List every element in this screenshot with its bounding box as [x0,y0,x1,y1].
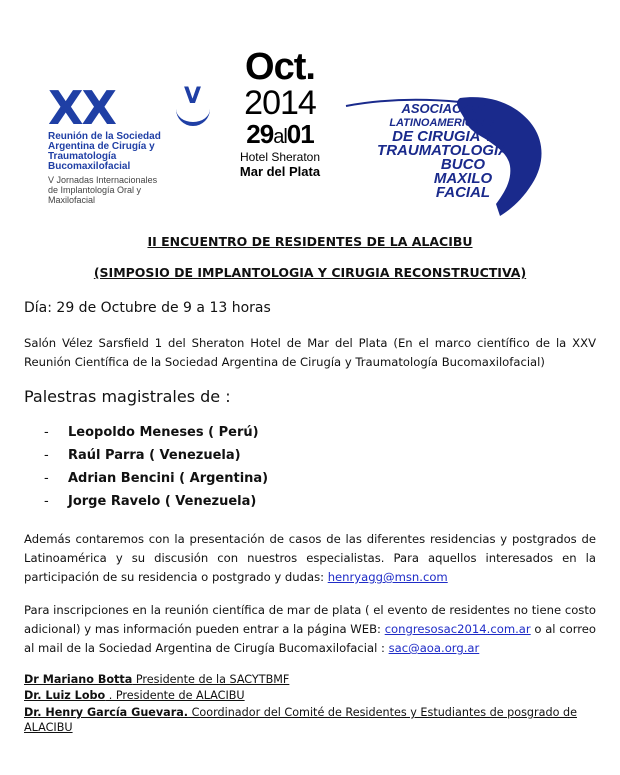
xxv-roman-v: V [184,84,202,109]
list-item [44,471,268,494]
registration-paragraph [24,601,596,658]
alacibu-name [358,102,528,200]
xxv-reunion-logo [48,81,228,208]
speaker-name: Jorge Ravelo ( Venezuela) [68,494,257,509]
registration-text: Para inscripciones en la reunión científica de mar de plata ( el evento de residentes no tiene costo adicional) y mas información pueden entrar a la página WEB: [24,603,596,636]
alacibu-line: BUCO [440,156,486,173]
cases-text: Además contaremos con la presentación de casos de las diferentes residencias y postgrados de Latinoamérica y su discusión con nuestros especialistas. Para aquellos interesados en la participación de su residencia o postgrado y dudas: [24,532,596,584]
list-dash: - [44,494,49,509]
xxv-line: Traumatología [48,151,117,162]
alacibu-line: MAXILO [433,170,493,187]
xxv-subline: V Jornadas Internacionales [48,175,158,185]
event-day-from: 29 [246,119,274,149]
signatory-name: Dr. Luiz Lobo [24,689,106,702]
list-dash: - [44,425,49,440]
event-day-time: Día: 29 de Octubre de 9 a 13 horas [24,300,271,316]
alacibu-line: TRAUMATOLOGIA [377,142,509,159]
xxv-roman-numeral: XX [48,81,115,135]
website-link[interactable]: congresosac2014.com.ar [384,622,531,636]
event-subtitle: (SIMPOSIO DE IMPLANTOLOGIA Y CIRUGIA RECONSTRUCTIVA) [93,265,527,280]
xxv-subline: Maxilofacial [48,195,96,205]
alacibu-line: DE CIRUGIA Y [392,128,494,145]
swoosh-icon [176,106,210,126]
speaker-name: Raúl Parra ( Venezuela) [68,448,241,463]
signatory-role: Coordinador del Comité de Residentes y Estudiantes de posgrado de ALACIBU [24,706,577,734]
signature-line [24,705,604,735]
event-date-block [232,48,328,208]
event-city: Mar del Plata [239,164,321,179]
list-item [44,494,268,517]
xxv-subline: de Implantología Oral y [48,185,142,195]
event-title: II ENCUENTRO DE RESIDENTES DE LA ALACIBU [147,234,473,249]
speakers-list [44,425,268,517]
xxv-line: Bucomaxilofacial [48,161,131,172]
speakers-heading: Palestras magistrales de : [24,387,231,406]
alacibu-line: FACIAL [435,184,491,201]
event-year: 2014 [244,84,316,122]
event-hotel: Hotel Sheraton [239,150,321,164]
contact-email-link[interactable]: henryagg@msn.com [327,570,448,584]
speaker-name: Leopoldo Meneses ( Perú) [68,425,259,440]
xxv-line: Reunión de la Sociedad [48,131,161,142]
alacibu-logo [340,92,550,217]
sac-email-link[interactable]: sac@aoa.org.ar [388,641,480,655]
signature-line [24,672,604,687]
list-dash: - [44,448,49,463]
alacibu-line: ASOCIACION [401,101,485,116]
signatory-role: . Presidente de ALACIBU [105,689,245,702]
event-al: al [273,126,287,148]
xxv-line: Argentina de Cirugía y [48,141,155,152]
event-month: Oct. [245,46,315,88]
list-item [44,448,268,471]
registration-text-2: o al correo al mail de la Sociedad Argentina de Cirugía Bucomaxilofacial : [24,622,597,655]
signature-line [24,688,604,703]
event-venue: Salón Vélez Sarsfield 1 del Sheraton Hotel de Mar del Plata (En el marco científico de la XXV Reunión Científica de la Sociedad Argentina de Cirugía y Traumatología Bucomaxilofacial) [24,336,596,369]
event-day-to: 01 [286,119,314,149]
speaker-name: Adrian Bencini ( Argentina) [68,471,269,486]
event-dates [232,120,328,151]
signatory-name: Dr Mariano Botta [24,673,133,686]
list-dash: - [44,471,49,486]
cases-paragraph [24,530,596,587]
signatory-role: Presidente de la SACYTBMF [132,673,290,686]
signatory-name: Dr. Henry García Guevara. [24,706,189,719]
list-item [44,425,268,448]
alacibu-line: LATINOAMERICANA [389,117,497,129]
